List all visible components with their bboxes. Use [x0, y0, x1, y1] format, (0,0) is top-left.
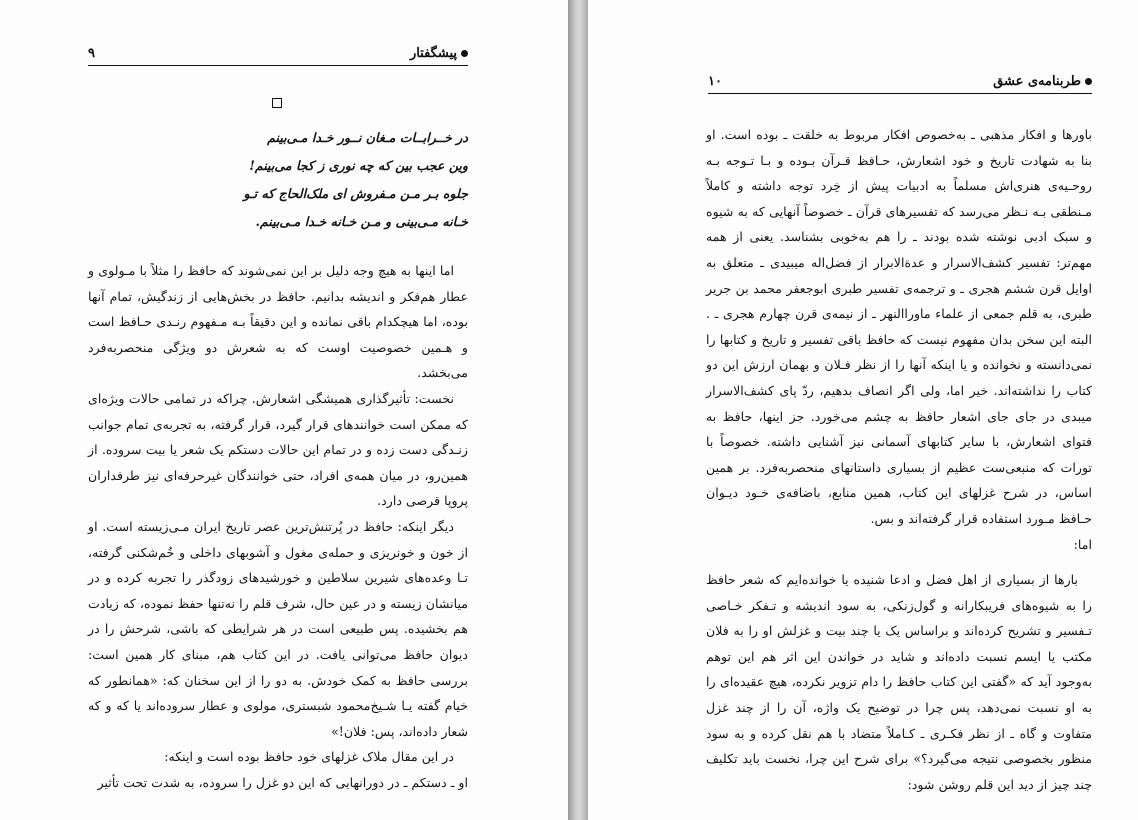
right-page-number: ۱۰ — [708, 74, 722, 89]
paragraph: او ـ دستکم ـ در دورانهایی که این دو غزل را سروده، به شدت تحت تأثیر — [97, 774, 468, 790]
left-header-title — [410, 46, 468, 61]
right-header-title — [993, 74, 1092, 89]
right-page — [588, 0, 1138, 820]
paragraph: دیگر اینکه: حافظ در پُرتنش‌ترین عصر تاریخ ایران مـی‌زیسته است. او از خون و خونریزی و حمله‌ی مغول و آشوبهای داخلی و خُم‌شکنی گرفته، تـا وعده‌های شیرین سلاطین و خورشیدهای زودگذر را تجربه کرده و در میانشان زیسته و در عین حال، شرف قلم را نه‌تنها حفظ نموده، که زیادت هم بخشیده. پس طبیعی است در هر شرایطی که باشی، شرحش را در دیوان حافظ می‌توانی یافت. در این کتاب هم، مبنای کار همین است: بررسی حافظ به کمک خودش. به دو را از این سخنان که: «همانطور که خیام گفته یـا شـیخ‌محمود شبستری، مولوی و عطار سروده‌اند یا که و که شعار داده‌اند، پس: فلان!» — [88, 518, 468, 739]
left-running-head — [88, 46, 468, 66]
bullet-icon — [461, 50, 468, 57]
poem-line: جلوه بـر مـن مـفروش ای ملک‌الحاج که تـو — [243, 186, 468, 201]
left-page-number: ۹ — [88, 46, 95, 61]
right-body-text — [706, 122, 1092, 797]
paragraph: اما: — [1073, 536, 1092, 552]
left-page — [0, 0, 568, 820]
book-gutter — [568, 0, 588, 820]
paragraph: نخست: تأثیرگذاری همیشگی اشعارش. چراکه در تمامی حالات ویژه‌ای که ممکن است خوانندهای قرار گیرد، قرار گرفته، به تجربه‌ی تمام جوانب زنـدگی دست زده و در تمام این حالات دستکم یک شعر یا بیت سروده. از همین‌رو، در میان همه‌ی افراد، حتی خوانندگان غیرحرفه‌ای نیز طرفداران پروپا قرصی دارد. — [88, 390, 468, 509]
poem-line: وین عجب بین که چه نوری ز کجا می‌بینم! — [249, 158, 468, 173]
paragraph: باورها و افکار مذهبی ـ به‌خصوص افکار مربوط به خلقت ـ بوده است. او بنا به شهادت تاریخ و خود اشعارش، حـافظ قـرآن بـوده و بـا تـوجه بـه روحـیه‌ی هنری‌اش مسلماً به ادبیات پیش از خِرد توجه داشته و کاملاً مـنطقی بـه نـظر می‌رسد که تفسیرهای قرآن ـ خصوصاً آنهایی که به شیوه و سبک ادبی نوشته شده بودند ـ را هم به‌خوبی بشناسد. یعنی از همه مهم‌تر: تفسیر کشف‌الاسرار و عدةالابرار از فضل‌اله میبیدی ـ متعلق به اوایل قرن ششم هجری ـ و ترجمه‌ی تفسیر طبری ابوجعفر محمد بن جریر طبری، به قلم جمعی از علماء ماوراالنهر ـ از نیمه‌ی قرن چهارم هجری ـ . البته این سخن بدان مفهوم نیست که حافظ باقی تفسیر و تاریخ و کتابها را نمی‌دانسته و نخوانده و یا اینکه آنها را از نظر فـلان و بهمان ارزش این دو کتاب را نداشته‌اند. خیر اما، ولی اگر انصاف بدهیم، ردّ پای کشف‌الاسرار میبدی در جای جای اشعار حافظ به چشم می‌خورد. جز اینها، حافظ به فتوای اشعارش، با سایر کتابهای آسمانی نیز آشنایی داشته. خصوصاً با تورات که منبعی‌ست عظیم از بسیاری داستانهای منحصربه‌فرد. بر همین اساس، در شرح غزلهای این کتاب، همین منابع، باضافه‌ی خـود دیـوان حـافظ مـورد استفاده قرار گرفته‌اند و بس. — [706, 127, 1092, 526]
square-ornament-icon — [272, 98, 282, 108]
left-header-title-text: پیشگفتار — [409, 46, 457, 61]
right-header-title-text: طربنامه‌ی عشق — [993, 74, 1081, 89]
paragraph: بارها از بسیاری از اهل فضل و ادعا شنیده یا خوانده‌ایم که شعر حافظ را به شیوه‌های فریبکارانه و گول‌زنکی، به سود اندیشه و تـفکر خـاصی تـفسیر و تشریح کرده‌اند و براساس یک یا چند بیت و غزلش او را به فلان مکتب یا ایسم نسبت داده‌اند و شاید در خواندن این اثر هم این توهم به‌وجود آید که «گفتی این کتاب حافظ را دام تزویر نکرده، هیچ عقیده‌ای را به او نسبت نمی‌دهد، پس چرا در توضیح یک واژه، آن را از چند غزل متفاوت و گاه ـ از نظر فکـری ـ کـاملاً متضاد با هم نقل کرده و به سود منظور بخصوصی نتیجه می‌گیرد؟» برای شرح این چرا، نخست باید تکلیف چند چیز از دید این قلم روشن شود: — [706, 572, 1092, 792]
poem — [88, 124, 468, 236]
bullet-icon — [1085, 78, 1092, 85]
paragraph: در این مقال ملاک غزلهای خود حافظ بوده است و اینکه: — [164, 749, 454, 765]
right-running-head — [708, 74, 1092, 94]
left-body-text — [88, 258, 468, 795]
paragraph: اما اینها به هیچ وجه دلیل بر این نمی‌شوند که حافظ را مثلاً با مـولوی و عطار هم‌فکر و اندیشه بدانیم. حافظ در بخش‌هایی از زندگیش، تمام آنها بوده، اما هیچکدام باقی نمانده و این دقیقاً بـه مـفهوم رنـدی حـافظ است و هـمین خصوصیت اوست که به شعرش دو ویژگی منحصربه‌فرد می‌بخشد. — [88, 263, 468, 381]
poem-line: خـانه مـی‌بینی و مـن خـانه خـدا مـی‌بینم. — [255, 214, 468, 229]
poem-line: در خــرابــات مـغان نــور خـدا مـی‌بینم — [267, 130, 468, 145]
